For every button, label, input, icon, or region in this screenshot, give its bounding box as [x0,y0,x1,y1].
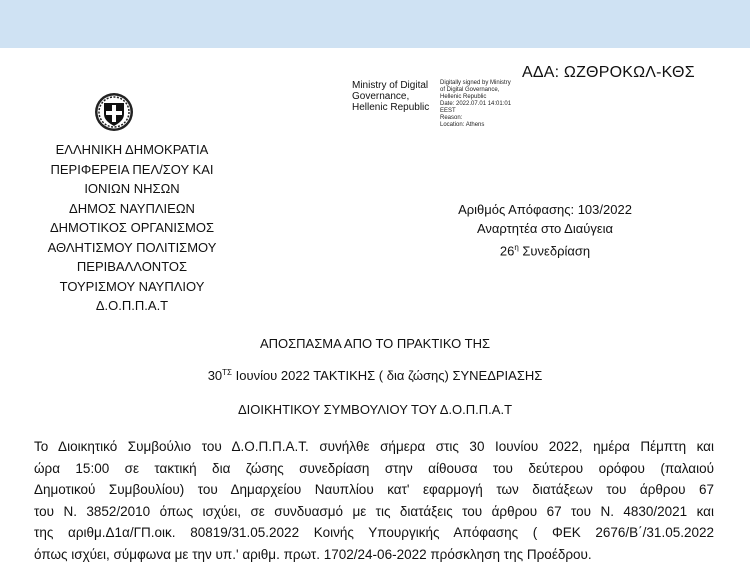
signer-line: Governance, [352,91,410,102]
session-date-title [0,368,750,383]
paragraph-line: Δημοτικού Συμβουλίου) του Δημαρχείου Ναυπλίου κατ' εφαρμογή των διατάξεων του άρθρου 67 [34,482,714,497]
signature-detail-line: EEST [440,108,456,114]
signature-detail-line: Date: 2022.07.01 14:01:01 [440,101,512,107]
issuer-line: ΠΕΡΙΦΕΡΕΙΑ ΠΕΛ/ΣΟΥ ΚΑΙ [50,161,214,177]
paragraph-line: ώρα 15:00 σε τακτική δια ζώσης συνεδρίαση στην αίθουσα του δεύτερου ορόφου (παλαιού [34,460,714,476]
decision-number: Αριθμός Απόφασης: 103/2022 [458,202,632,217]
paragraph-line: του Ν. 3852/2010 όπως ισχύει, σε συνδυασμό με τις διατάξεις του άρθρου 67 του Ν. 4830/2021 και [34,503,714,519]
digital-signature-details [440,80,511,129]
paragraph-line: Το Διοικητικό Συμβούλιο του Δ.Ο.Π.Π.Α.Τ. συνήλθε σήμερα στις 30 Ιουνίου 2022, ημέρα Πέμπτη και [34,439,714,454]
board-title: ΔΙΟΙΚΗΤΙΚΟΥ ΣΥΜΒΟΥΛΙΟΥ ΤΟΥ Δ.Ο.Π.Π.Α.Τ [237,402,513,417]
signature-detail-line: of Digital Governance, [440,87,500,93]
session-date-rest: Ιουνίου 2022 ΤΑΚΤΙΚΗΣ ( δια ζώσης) ΣΥΝΕΔΡΙΑΣΗΣ [232,368,543,383]
issuer-line: ΠΕΡΙΒΑΛΛΟΝΤΟΣ [76,259,188,274]
signature-detail-line: Reason: [440,115,463,121]
signature-detail-line: Digitally signed by Ministry [440,80,511,86]
posting-note: Αναρτητέα στο Διαύγεια [476,221,614,236]
minutes-paragraph [34,436,714,565]
issuer-line: ΔΗΜΟΣ ΝΑΥΠΛΙΕΩΝ [69,200,195,216]
session-number-suffix: η [514,243,519,252]
session-day: 30 [207,368,223,383]
issuer-line: Δ.Ο.Π.Π.Α.Τ [95,298,169,313]
session-number-value: 26 [499,243,515,259]
issuer-line: ΙΟΝΙΩΝ ΝΗΣΩΝ [84,181,180,196]
paragraph-line: όπως ισχύει, σύμφωνα με την υπ.' αριθμ. πρωτ. 1702/24-06-2022 πρόσκληση της Προέδρου. [34,546,592,562]
issuer-header [34,140,230,316]
extract-title: ΑΠΟΣΠΑΣΜΑ ΑΠΟ ΤΟ ΠΡΑΚΤΙΚΟ ΤΗΣ [259,336,491,351]
ada-code: ΑΔΑ: ΩΖΘΡΟΚΩΛ-ΚΘΣ [522,64,695,81]
signer-line: Ministry of Digital [352,80,429,91]
issuer-line: ΑΘΛΗΤΙΣΜΟΥ ΠΟΛΙΤΙΣΜΟΥ [47,239,217,255]
issuer-line: ΕΛΛΗΝΙΚΗ ΔΗΜΟΚΡΑΤΙΑ [55,142,209,157]
signature-detail-line: Hellenic Republic [440,94,487,100]
session-number [436,238,654,260]
paragraph-line: της αριθμ.Δ1α/ΓΠ.οικ. 80819/31.05.2022 Κοινής Υπουργικής Απόφασης ( ΦΕΚ 2676/Β΄/31.05.2022 [34,525,714,540]
session-day-suffix: ΤΣ [222,368,232,377]
hellenic-republic-emblem-icon [94,92,134,132]
digital-signature-signer [352,80,429,113]
signer-line: Hellenic Republic [352,102,430,113]
session-label: Συνεδρίαση [518,243,591,259]
issuer-line: ΤΟΥΡΙΣΜΟΥ ΝΑΥΠΛΙΟΥ [59,278,205,294]
issuer-line: ΔΗΜΟΤΙΚΟΣ ΟΡΓΑΝΙΣΜΟΣ [49,220,215,235]
top-banner [0,0,750,48]
decision-info [436,200,654,260]
signature-detail-line: Location: Athens [440,122,485,128]
